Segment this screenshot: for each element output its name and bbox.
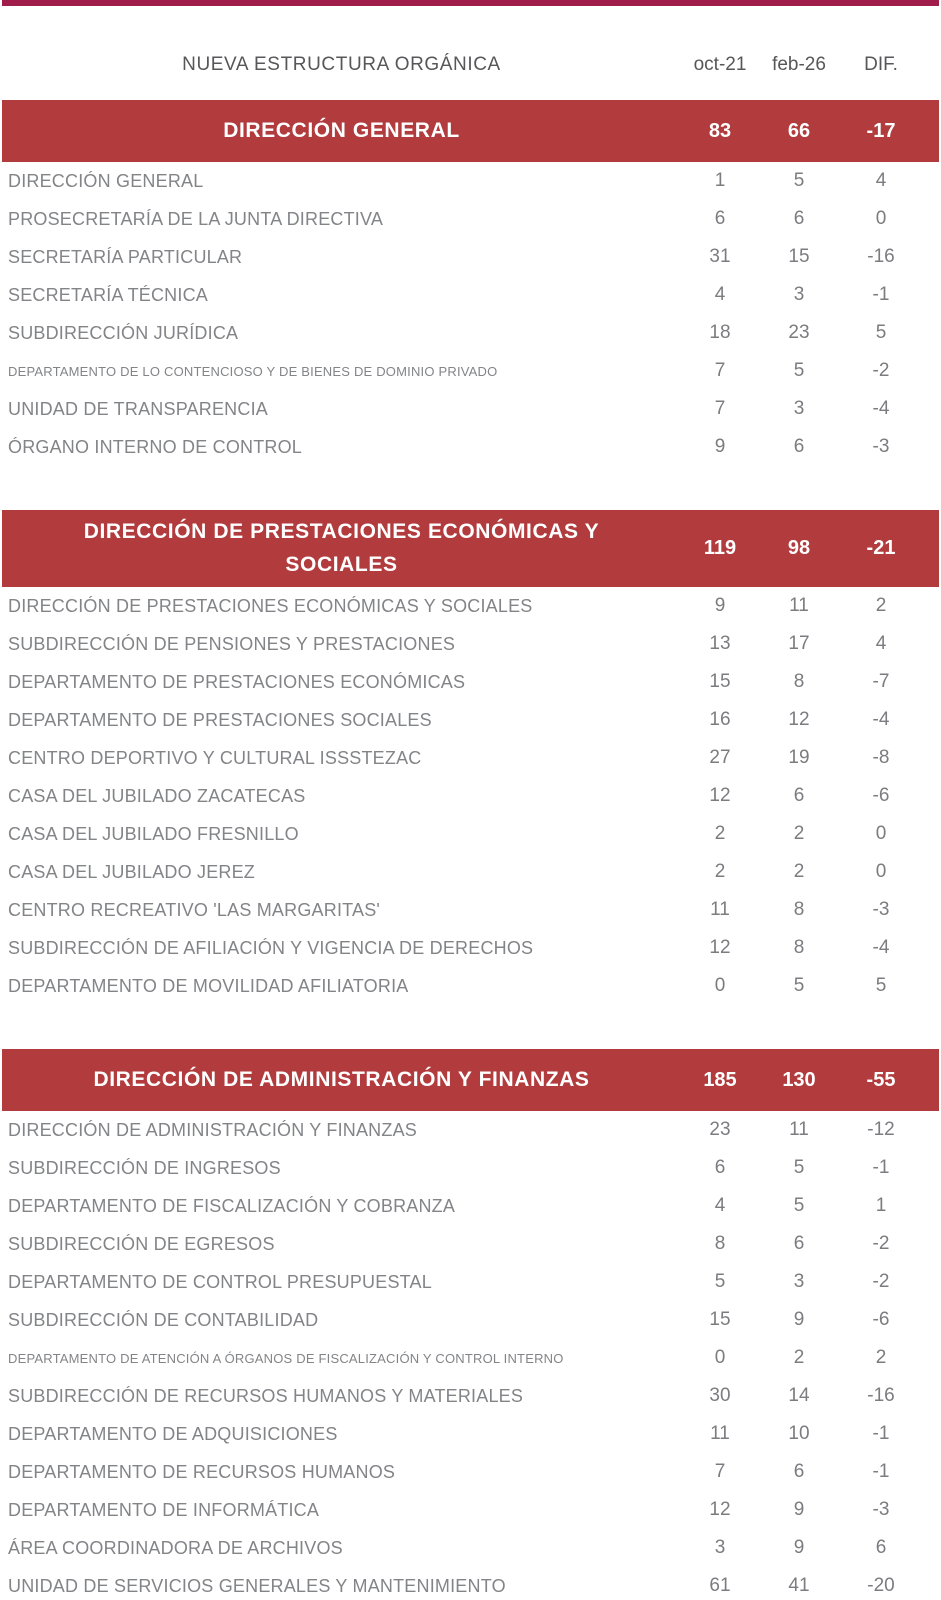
table-row (2, 1415, 939, 1453)
table-row (2, 1491, 939, 1529)
top-accent-bar (2, 0, 939, 6)
row-value-oct21: 6 (714, 208, 726, 229)
row-label: CASA DEL JUBILADO FRESNILLO (8, 823, 299, 844)
table-row (2, 1263, 939, 1301)
row-label: SUBDIRECCIÓN DE RECURSOS HUMANOS Y MATERIALES (8, 1385, 524, 1406)
row-value-oct21: 61 (709, 1575, 731, 1597)
column-header-dif: DIF. (864, 54, 898, 75)
row-value-dif: 0 (875, 208, 887, 229)
row-label: CENTRO RECREATIVO 'LAS MARGARITAS' (8, 899, 381, 920)
row-value-oct21: 11 (710, 899, 730, 921)
row-value-oct21: 2 (714, 823, 726, 845)
row-value-oct21: 15 (709, 671, 731, 693)
row-value-feb26: 5 (793, 975, 805, 997)
table-row (2, 739, 939, 777)
table-row (2, 1301, 939, 1339)
row-value-feb26: 8 (793, 899, 805, 921)
row-value-feb26: 3 (793, 398, 805, 419)
section-total-oct21: 119 (703, 537, 737, 560)
row-value-dif: -8 (872, 747, 890, 769)
row-value-dif: -4 (872, 398, 890, 419)
row-value-feb26: 14 (788, 1385, 810, 1407)
table-row (2, 853, 939, 891)
row-value-dif: 0 (875, 861, 887, 883)
table-row (2, 352, 939, 390)
row-value-oct21: 11 (710, 1423, 730, 1445)
row-value-oct21: 2 (714, 861, 726, 883)
row-value-dif: 1 (875, 1195, 887, 1217)
row-value-dif: 5 (875, 975, 887, 997)
section-total-feb26: 66 (787, 119, 811, 142)
row-value-oct21: 15 (709, 1309, 731, 1331)
row-label: SECRETARÍA PARTICULAR (8, 246, 243, 267)
table-row (2, 663, 939, 701)
row-value-oct21: 12 (709, 937, 731, 959)
row-value-oct21: 5 (714, 1271, 726, 1293)
row-value-dif: 6 (875, 1537, 887, 1559)
row-value-feb26: 23 (788, 322, 810, 343)
row-label: DEPARTAMENTO DE PRESTACIONES SOCIALES (8, 709, 432, 730)
table-row (2, 1377, 939, 1415)
table-row (2, 162, 939, 200)
row-value-feb26: 8 (793, 671, 805, 693)
row-label: UNIDAD DE SERVICIOS GENERALES Y MANTENIMIENTO (8, 1575, 506, 1596)
row-label: CASA DEL JUBILADO ZACATECAS (8, 785, 306, 806)
row-label: ÓRGANO INTERNO DE CONTROL (8, 436, 303, 457)
table-row (2, 929, 939, 967)
row-value-oct21: 6 (714, 1157, 726, 1179)
row-value-dif: -6 (872, 785, 890, 807)
row-value-oct21: 0 (714, 975, 726, 997)
row-value-oct21: 7 (714, 398, 726, 419)
row-value-oct21: 9 (714, 595, 726, 617)
row-value-feb26: 11 (789, 595, 809, 617)
row-value-dif: -1 (872, 1461, 890, 1483)
table-title: NUEVA ESTRUCTURA ORGÁNICA (182, 54, 501, 75)
row-value-feb26: 9 (793, 1499, 805, 1521)
row-value-feb26: 6 (793, 436, 805, 457)
row-value-feb26: 3 (793, 1271, 805, 1293)
row-label: DEPARTAMENTO DE LO CONTENCIOSO Y DE BIENES DE DOMINIO PRIVADO (8, 363, 498, 379)
row-value-feb26: 10 (788, 1423, 810, 1445)
table-row (2, 587, 939, 625)
row-value-feb26: 17 (788, 633, 810, 655)
row-value-oct21: 12 (709, 785, 731, 807)
table-row (2, 428, 939, 466)
row-value-dif: 4 (875, 170, 887, 191)
row-label: ÁREA COORDINADORA DE ARCHIVOS (8, 1537, 343, 1558)
row-value-dif: -2 (872, 1271, 890, 1293)
column-header-oct21: oct-21 (693, 54, 747, 75)
row-value-dif: 2 (875, 1347, 887, 1369)
row-value-feb26: 2 (793, 861, 805, 883)
row-value-feb26: 41 (788, 1575, 810, 1597)
row-value-dif: -4 (872, 937, 890, 959)
row-value-dif: -1 (872, 1423, 890, 1445)
table-row (2, 1339, 939, 1377)
row-value-dif: -1 (872, 284, 890, 305)
table-row (2, 625, 939, 663)
row-value-feb26: 2 (793, 1347, 805, 1369)
row-value-feb26: 8 (793, 937, 805, 959)
row-label: SUBDIRECCIÓN DE EGRESOS (8, 1233, 275, 1254)
table-row (2, 1149, 939, 1187)
row-value-oct21: 31 (709, 246, 731, 267)
row-value-oct21: 9 (714, 436, 726, 457)
row-value-dif: 5 (875, 322, 887, 343)
row-label: SUBDIRECCIÓN DE PENSIONES Y PRESTACIONES (8, 633, 456, 654)
row-value-oct21: 12 (709, 1499, 731, 1521)
row-value-dif: -3 (872, 436, 890, 457)
row-label: SECRETARÍA TÉCNICA (8, 284, 208, 305)
row-value-feb26: 3 (793, 284, 805, 305)
sections-container (2, 100, 939, 1600)
row-label: DEPARTAMENTO DE PRESTACIONES ECONÓMICAS (8, 671, 466, 692)
row-value-dif: 2 (875, 595, 887, 617)
row-value-oct21: 18 (709, 322, 731, 343)
section-total-dif: -17 (866, 119, 896, 142)
row-value-dif: -16 (867, 246, 895, 267)
row-value-dif: 0 (875, 823, 887, 845)
row-label: DEPARTAMENTO DE CONTROL PRESUPUESTAL (8, 1271, 432, 1292)
row-value-oct21: 30 (709, 1385, 731, 1407)
row-value-feb26: 15 (788, 246, 810, 267)
table-row (2, 815, 939, 853)
row-value-oct21: 3 (714, 1537, 726, 1559)
table-row (2, 314, 939, 352)
row-value-feb26: 9 (793, 1537, 805, 1559)
section-header (2, 100, 939, 162)
row-value-oct21: 7 (714, 360, 726, 381)
row-value-feb26: 6 (793, 1461, 805, 1483)
org-section (2, 510, 939, 1005)
row-value-dif: -7 (872, 671, 890, 693)
section-total-oct21: 83 (708, 119, 732, 142)
row-label: CASA DEL JUBILADO JEREZ (8, 861, 256, 882)
row-value-dif: -2 (872, 360, 890, 381)
row-value-oct21: 7 (714, 1461, 726, 1483)
row-value-feb26: 5 (793, 1195, 805, 1217)
row-value-feb26: 2 (793, 823, 805, 845)
row-value-dif: -6 (872, 1309, 890, 1331)
section-header (2, 510, 939, 587)
row-label: DEPARTAMENTO DE FISCALIZACIÓN Y COBRANZA (8, 1195, 456, 1216)
row-value-feb26: 5 (793, 1157, 805, 1179)
row-value-dif: -16 (867, 1385, 895, 1407)
table-row (2, 200, 939, 238)
section-total-dif: -55 (866, 1068, 896, 1091)
column-header-feb26: feb-26 (772, 54, 826, 75)
row-value-dif: -2 (872, 1233, 890, 1255)
row-value-oct21: 23 (709, 1119, 731, 1141)
org-section (2, 1049, 939, 1600)
row-value-feb26: 6 (793, 785, 805, 807)
table-row (2, 891, 939, 929)
table-row (2, 1529, 939, 1567)
row-value-feb26: 6 (793, 208, 805, 229)
org-section (2, 100, 939, 466)
table-row (2, 1187, 939, 1225)
table-row (2, 1567, 939, 1600)
row-label: DEPARTAMENTO DE RECURSOS HUMANOS (8, 1461, 396, 1482)
row-label: DEPARTAMENTO DE ADQUISICIONES (8, 1423, 338, 1444)
row-label: SUBDIRECCIÓN DE INGRESOS (8, 1157, 281, 1178)
row-value-dif: -3 (872, 899, 890, 921)
table-row (2, 390, 939, 428)
section-total-dif: -21 (866, 537, 896, 560)
table-row (2, 777, 939, 815)
row-value-oct21: 4 (714, 1195, 726, 1217)
row-label: DEPARTAMENTO DE MOVILIDAD AFILIATORIA (8, 975, 409, 996)
org-structure-table (0, 32, 941, 1600)
row-label: SUBDIRECCIÓN DE AFILIACIÓN Y VIGENCIA DE DERECHOS (8, 937, 534, 958)
row-value-feb26: 19 (788, 747, 810, 769)
section-title: DIRECCIÓN GENERAL (223, 118, 460, 142)
row-label: PROSECRETARÍA DE LA JUNTA DIRECTIVA (8, 208, 384, 229)
row-value-feb26: 5 (793, 360, 805, 381)
row-value-feb26: 11 (789, 1119, 809, 1141)
row-label: CENTRO DEPORTIVO Y CULTURAL ISSSTEZAC (8, 747, 422, 768)
row-label: UNIDAD DE TRANSPARENCIA (8, 398, 268, 419)
column-header-row (2, 32, 939, 82)
row-value-oct21: 16 (709, 709, 731, 731)
row-label: DIRECCIÓN DE ADMINISTRACIÓN Y FINANZAS (8, 1119, 417, 1140)
row-value-oct21: 4 (714, 284, 726, 305)
section-title: DIRECCIÓN DE PRESTACIONES ECONÓMICAS Y SOCIALES (83, 520, 600, 576)
table-row (2, 701, 939, 739)
table-row (2, 238, 939, 276)
row-value-dif: 4 (875, 633, 887, 655)
row-label: DIRECCIÓN DE PRESTACIONES ECONÓMICAS Y SOCIALES (8, 595, 533, 616)
row-label: SUBDIRECCIÓN DE CONTABILIDAD (8, 1309, 319, 1330)
section-total-feb26: 98 (787, 537, 811, 560)
row-value-oct21: 13 (709, 633, 731, 655)
table-row (2, 1111, 939, 1149)
row-value-oct21: 27 (709, 747, 731, 769)
table-row (2, 967, 939, 1005)
row-value-oct21: 8 (714, 1233, 726, 1255)
table-row (2, 1225, 939, 1263)
row-value-feb26: 9 (793, 1309, 805, 1331)
section-total-oct21: 185 (703, 1068, 737, 1091)
section-header (2, 1049, 939, 1111)
row-value-dif: -4 (872, 709, 890, 731)
section-title: DIRECCIÓN DE ADMINISTRACIÓN Y FINANZAS (93, 1067, 590, 1091)
row-label: DEPARTAMENTO DE INFORMÁTICA (8, 1499, 320, 1520)
row-value-feb26: 5 (793, 170, 805, 191)
row-value-oct21: 1 (714, 170, 726, 191)
row-value-feb26: 12 (788, 709, 810, 731)
row-label: DEPARTAMENTO DE ATENCIÓN A ÓRGANOS DE FISCALIZACIÓN Y CONTROL INTERNO (8, 1350, 564, 1366)
table-row (2, 276, 939, 314)
row-value-dif: -20 (867, 1575, 895, 1597)
row-value-feb26: 6 (793, 1233, 805, 1255)
section-total-feb26: 130 (782, 1068, 816, 1091)
row-value-dif: -12 (867, 1119, 895, 1141)
table-row (2, 1453, 939, 1491)
row-value-dif: -1 (872, 1157, 890, 1179)
row-value-dif: -3 (872, 1499, 890, 1521)
row-label: SUBDIRECCIÓN JURÍDICA (8, 322, 239, 343)
row-value-oct21: 0 (714, 1347, 726, 1369)
row-label: DIRECCIÓN GENERAL (8, 170, 204, 191)
